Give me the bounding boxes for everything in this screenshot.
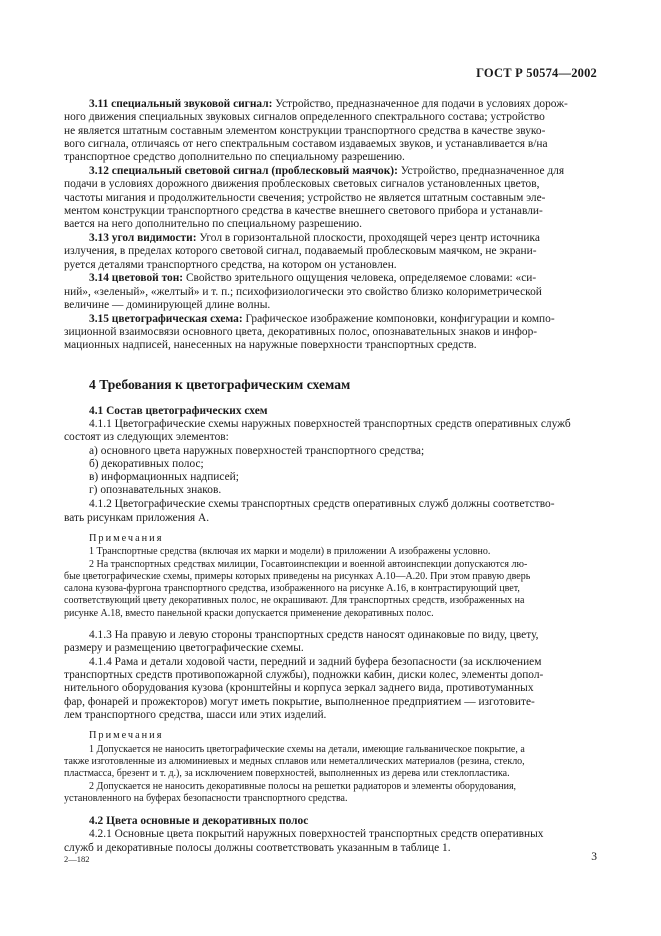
- subsection-4-2-heading: 4.2 Цвета основные и декоративных полос: [89, 815, 309, 828]
- print-mark: 2—182: [64, 854, 90, 864]
- definition-3-11: 3.11 специальный звуковой сигнал: Устройство, предназначенное для подачи в условиях дорож- ного движения специальных звуковых сигналов определенного спектрального состава; устройство не является штатным составным элементом конструкции транспортного средства в качестве звуко- вого сигнала, отличаясь от него спектральным составом издаваемых звуков, и устанавливается в/на транспортное средство дополнительно по специальному разрешению.: [64, 98, 568, 164]
- definition-3-12: 3.12 специальный световой сигнал (проблесковый маячок): Устройство, предназначенное для подачи в условиях дорожного движения проблесковых световых сигналов установленных цветов, частоты мигания и продолжительности свечения; устройство не является штатным составным эле- ментом конструкции транспортного средства в качестве внешнего светового прибора и устанавли- вается на него дополнительно по специальному разрешению.: [64, 164, 565, 231]
- definition-3-14: 3.14 цветовой тон: Свойство зрительного ощущения человека, определяемое словами: «си- ний», «зеленый», «желтый» и т. п.; психофизиологически это свойство близко колориметрической величине — доминирующей длине волны.: [64, 272, 542, 311]
- document-body: [64, 98, 598, 855]
- term-3-15: 3.15 цветографическая схема:: [89, 312, 243, 325]
- term-3-13: 3.13 угол видимости:: [89, 231, 197, 244]
- note-1: 1 Допускается не наносить цветографические схемы на детали, имеющие гальваническое покрытие, а также изготовленные из алюминиевых и медных сплавов или неметаллических материалов (резина, стекло, пластмасса, брезент и т. д.), за исключением поверхностей, выполненных из дерева или стеклопластика.: [64, 743, 525, 779]
- note-2: 2 Допускается не наносить декоративные полосы на решетки радиаторов и элементы оборудования, установленного на буферах безопасности транспортного средства.: [64, 780, 517, 804]
- notes-title: Примечания: [89, 532, 164, 544]
- paragraph-4-1-2: 4.1.2 Цветографические схемы транспортных средств оперативных служб должны соответство- вать рисункам приложения А.: [64, 498, 555, 524]
- term-3-11: 3.11 специальный звуковой сигнал:: [89, 98, 273, 110]
- list-item-b: б) декоративных полос;: [89, 457, 204, 470]
- note-1: 1 Транспортные средства (включая их марки и модели) в приложении А изображены условно.: [89, 546, 491, 558]
- definition-3-13: 3.13 угол видимости: Угол в горизонтальной плоскости, проходящей через центр источника излучения, в пределах которого световой сигнал, подаваемый проблесковым маячком, не экрани- руется деталями транспортного средства, на котором он установлен.: [64, 231, 540, 271]
- paragraph-4-1-3: 4.1.3 На правую и левую стороны транспортных средств наносят одинаковые по виду, цвету, размеру и размещению цветографические схемы.: [64, 628, 539, 655]
- notes-block-1: [64, 533, 598, 620]
- term-3-12: 3.12 специальный световой сигнал (проблесковый маячок):: [89, 164, 398, 177]
- notes-title: Примечания: [89, 730, 164, 742]
- paragraph-4-2-1: 4.2.1 Основные цвета покрытий наружных поверхностей транспортных средств оперативных служб и декоративные полосы должны соответствовать указанным в таблице 1.: [64, 828, 544, 854]
- list-item-c: в) информационных надписей;: [89, 471, 239, 484]
- subsection-4-1-heading: 4.1 Состав цветографических схем: [89, 404, 268, 417]
- definition-3-15: 3.15 цветографическая схема: Графическое изображение компоновки, конфигурации и компо- зиционной взаимосвязи основного цвета, декоративных полос, опознавательных знаков и инфор- мационных надписей, нанесенных на наружные поверхности транспортных средств.: [64, 312, 555, 352]
- list-item-a: а) основного цвета наружных поверхностей транспортного средства;: [89, 444, 425, 457]
- note-2: 2 На транспортных средствах милиции, Госавтоинспекции и военной автоинспекции допускаются лю- бые цветографические схемы, примеры которых приведены на рисунках А.10—А.20. При этом правую дверь салона кузова-фургона транспортного средства, изображенного на рисунке А.16, в контрастирующий цвет, соответствующий цвету декоративных полос, не окрашивают. Для транспортных средств, изображенных на рисунке А.18, вместо панельной краски допускается применение декоративных полос.: [64, 558, 531, 619]
- paragraph-4-1-1: 4.1.1 Цветографические схемы наружных поверхностей транспортных средств оперативных служб состоят из следующих элементов: а) основного цвета наружных поверхностей транспортного средства; б) декоративных полос; в) информационных надписей; г) опознавательных знаков.: [64, 418, 598, 498]
- notes-block-2: [64, 730, 598, 805]
- document-header: ГОСТ Р 50574—2002: [476, 66, 597, 80]
- paragraph-4-1-4: 4.1.4 Рама и детали ходовой части, передний и задний буфера безопасности (за исключением транспортных средств противопожарной службы), подножки кабин, диски колес, элементы допол- нительного оборудования кузова (кронштейны и корпуса зеркал заднего вида, противотуманных фар, фонарей и прожекторов) могут иметь покрытие, выполненное предприятием — изготовите- лем транспортного средства, шасси или этих изделий.: [64, 655, 544, 722]
- section-4-heading: 4 Требования к цветографическим схемам: [89, 376, 351, 392]
- term-3-14: 3.14 цветовой тон:: [89, 272, 184, 285]
- list-item-d: г) опознавательных знаков.: [89, 484, 222, 497]
- page-number: 3: [591, 851, 597, 863]
